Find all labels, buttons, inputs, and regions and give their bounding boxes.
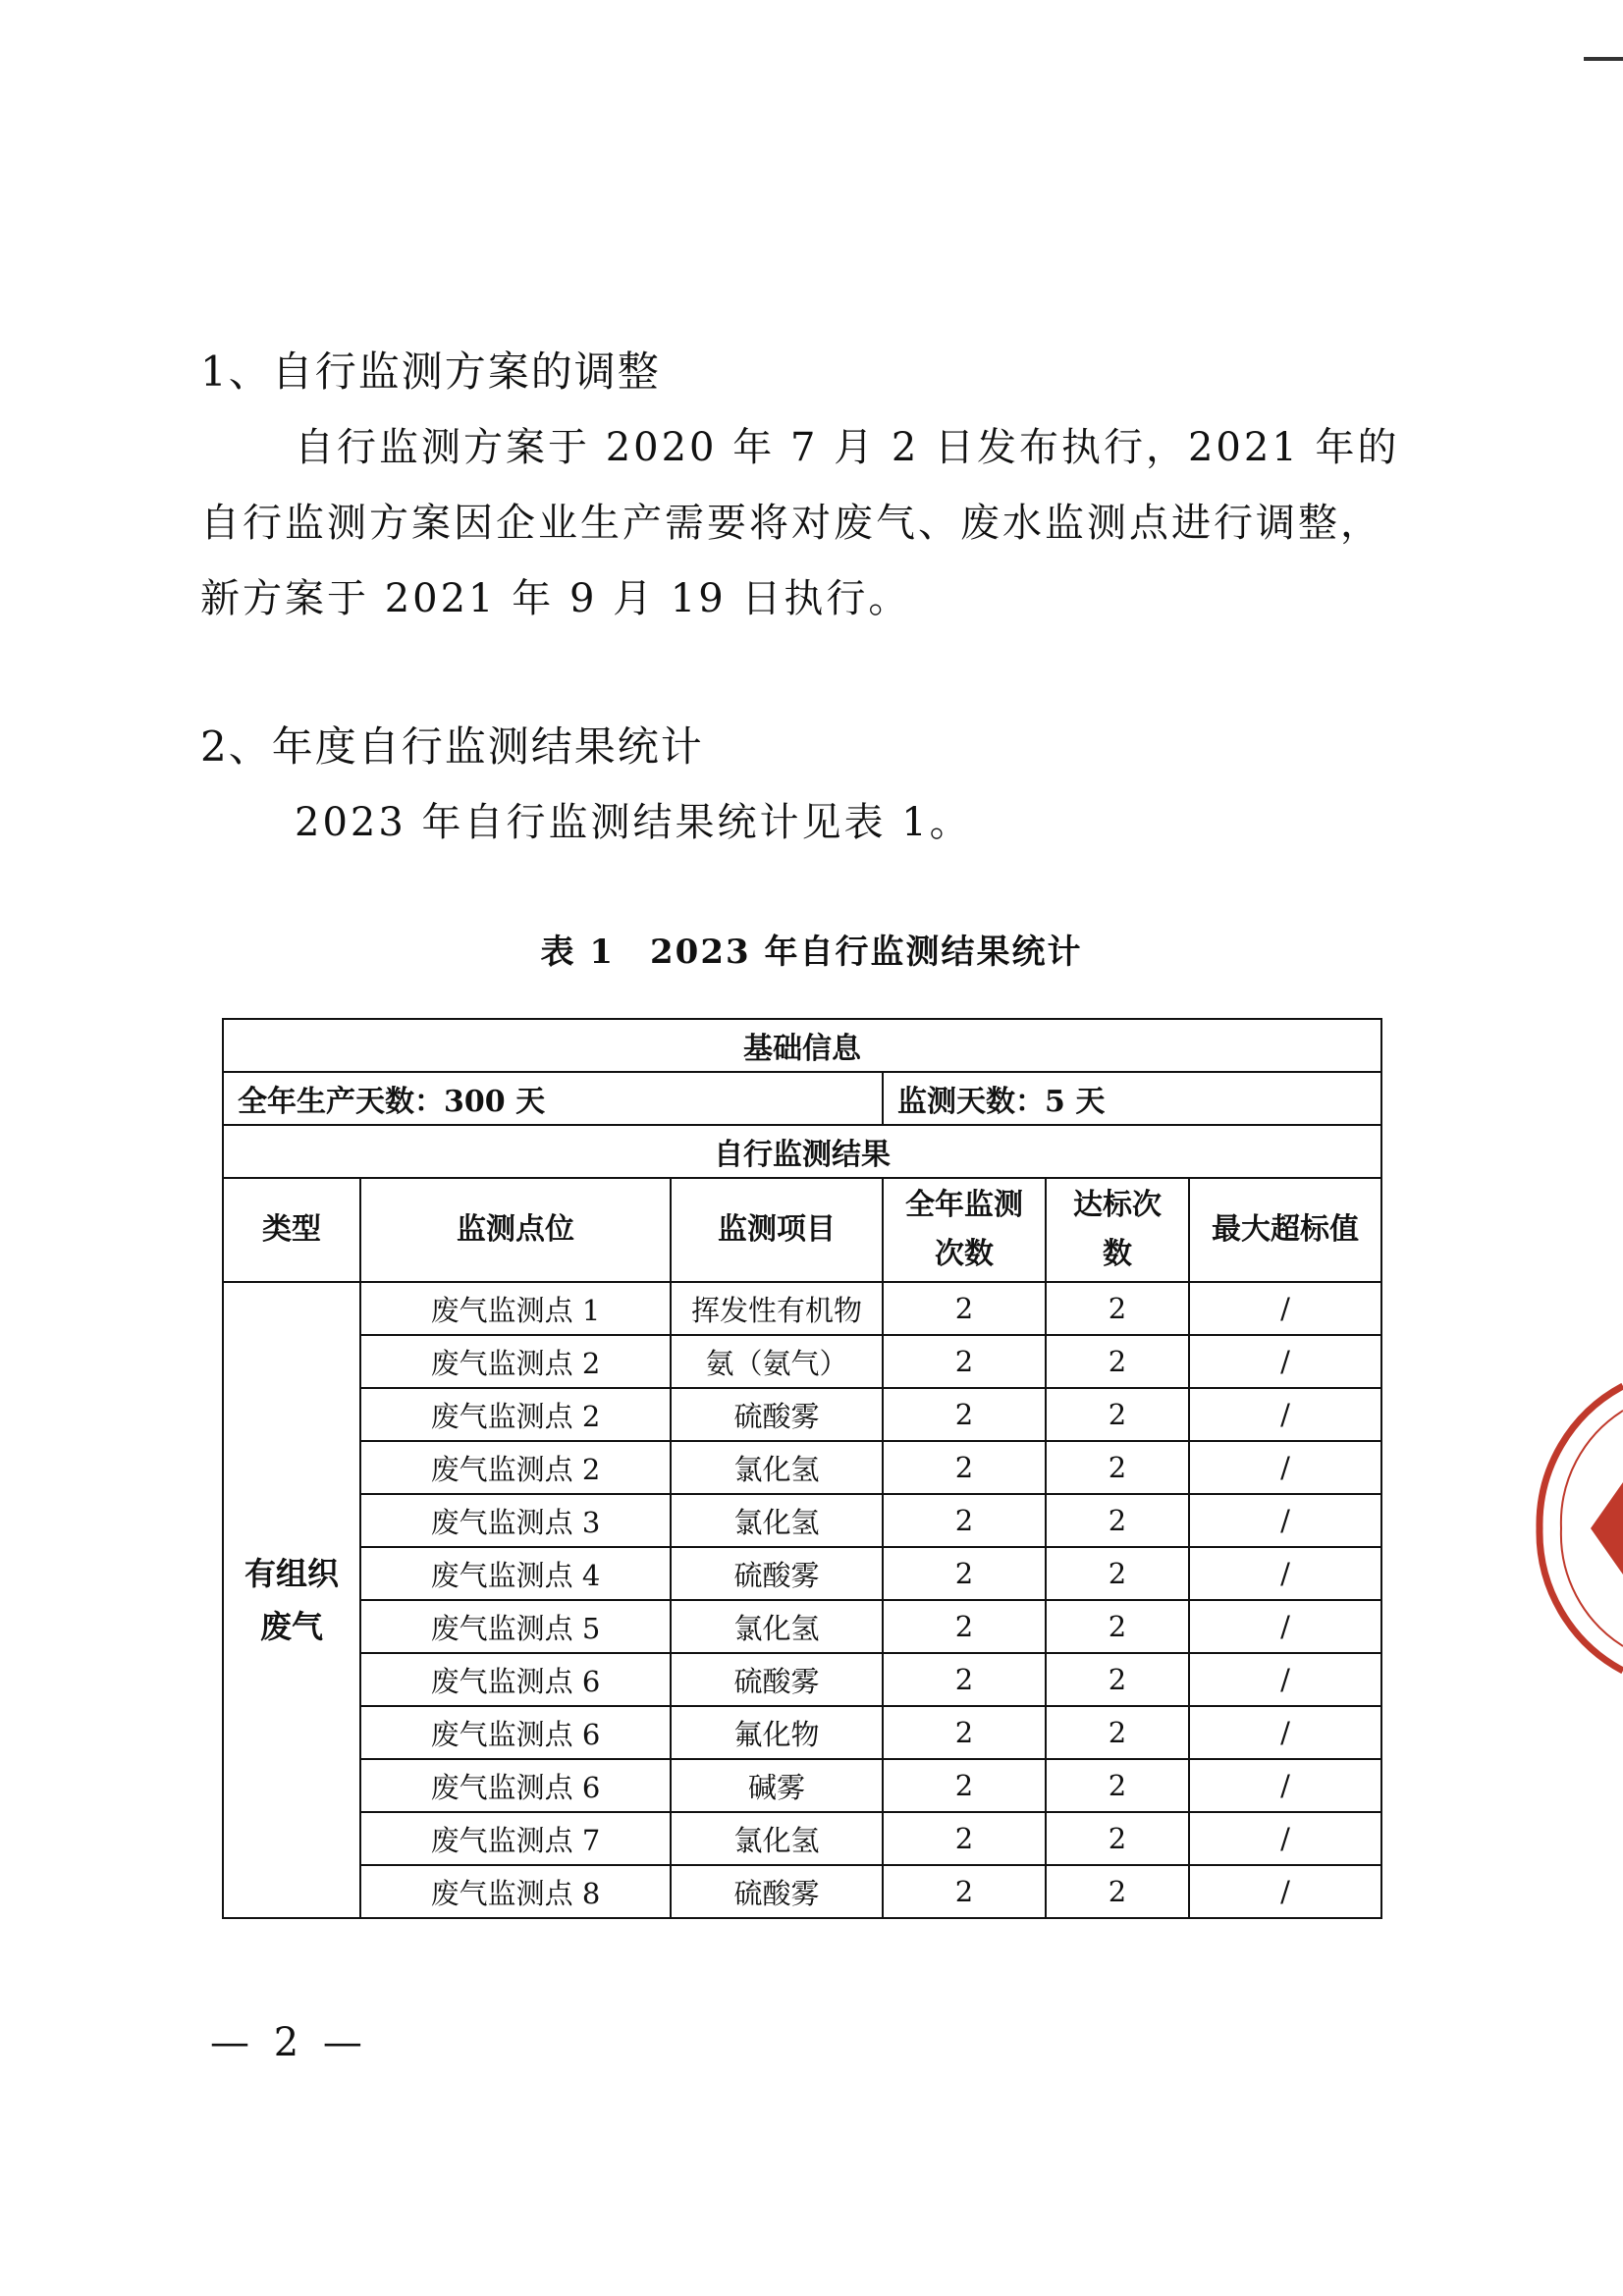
max-exceed-cell: / — [1189, 1282, 1381, 1335]
annual-count-cell: 2 — [883, 1335, 1046, 1388]
item-cell: 硫酸雾 — [671, 1865, 883, 1918]
table-row — [223, 1759, 1381, 1812]
annual-count-cell: 2 — [883, 1706, 1046, 1759]
section2-heading: 2、年度自行监测结果统计 — [200, 722, 704, 771]
results-title: 自行监测结果 — [223, 1125, 1381, 1178]
section1-heading: 1、自行监测方案的调整 — [200, 347, 661, 396]
compliant-count-cell: 2 — [1046, 1388, 1189, 1441]
max-exceed-cell: / — [1189, 1335, 1381, 1388]
annual-count-cell: 2 — [883, 1282, 1046, 1335]
max-exceed-cell: / — [1189, 1812, 1381, 1865]
point-cell: 废气监测点 7 — [360, 1812, 671, 1865]
section2-paragraph: 2023 年自行监测结果统计见表 1。 — [295, 800, 972, 845]
item-cell: 氯化氢 — [671, 1812, 883, 1865]
max-exceed-cell: / — [1189, 1653, 1381, 1706]
table-row — [223, 1441, 1381, 1494]
point-cell: 废气监测点 6 — [360, 1653, 671, 1706]
max-exceed-cell: / — [1189, 1706, 1381, 1759]
annual-count-cell: 2 — [883, 1494, 1046, 1547]
header-annual-count: 全年监测次数 — [883, 1178, 1046, 1282]
table-row — [223, 1706, 1381, 1759]
compliant-count-cell: 2 — [1046, 1653, 1189, 1706]
table-row — [223, 1494, 1381, 1547]
max-exceed-cell: / — [1189, 1759, 1381, 1812]
item-cell: 挥发性有机物 — [671, 1282, 883, 1335]
header-type: 类型 — [223, 1178, 360, 1282]
annual-count-cell: 2 — [883, 1600, 1046, 1653]
table-row — [223, 1335, 1381, 1388]
item-cell: 氟化物 — [671, 1706, 883, 1759]
annual-count-cell: 2 — [883, 1812, 1046, 1865]
table-row — [223, 1282, 1381, 1335]
annual-count-cell: 2 — [883, 1441, 1046, 1494]
point-cell: 废气监测点 6 — [360, 1759, 671, 1812]
table-row — [223, 1547, 1381, 1600]
item-cell: 氯化氢 — [671, 1441, 883, 1494]
point-cell: 废气监测点 3 — [360, 1494, 671, 1547]
annual-count-cell: 2 — [883, 1547, 1046, 1600]
monitoring-results-table — [222, 1018, 1382, 1919]
compliant-count-cell: 2 — [1046, 1600, 1189, 1653]
max-exceed-cell: / — [1189, 1865, 1381, 1918]
max-exceed-cell: / — [1189, 1600, 1381, 1653]
item-cell: 氯化氢 — [671, 1494, 883, 1547]
header-max-exceed: 最大超标值 — [1189, 1178, 1381, 1282]
max-exceed-cell: / — [1189, 1388, 1381, 1441]
header-point: 监测点位 — [360, 1178, 671, 1282]
section1-paragraph: 自行监测方案于 2020 年 7 月 2 日发布执行，2021 年的自行监测方案因企业生产需要将对废气、废水监测点进行调整，新方案于 2021 年 9 月 19 日执行。 — [200, 425, 1400, 621]
compliant-count-cell: 2 — [1046, 1282, 1189, 1335]
point-cell: 废气监测点 2 — [360, 1441, 671, 1494]
point-cell: 废气监测点 2 — [360, 1335, 671, 1388]
table-row — [223, 1865, 1381, 1918]
header-compliant-count: 达标次数 — [1046, 1178, 1189, 1282]
official-seal-fragment — [1530, 1366, 1623, 1690]
item-cell: 硫酸雾 — [671, 1653, 883, 1706]
point-cell: 废气监测点 8 — [360, 1865, 671, 1918]
table-row — [223, 1388, 1381, 1441]
point-cell: 废气监测点 2 — [360, 1388, 671, 1441]
table-row — [223, 1812, 1381, 1865]
table-row — [223, 1600, 1381, 1653]
annual-count-cell: 2 — [883, 1865, 1046, 1918]
point-cell: 废气监测点 5 — [360, 1600, 671, 1653]
annual-count-cell: 2 — [883, 1653, 1046, 1706]
item-cell: 硫酸雾 — [671, 1388, 883, 1441]
edge-mark — [1584, 57, 1623, 61]
compliant-count-cell: 2 — [1046, 1706, 1189, 1759]
max-exceed-cell: / — [1189, 1494, 1381, 1547]
production-days: 全年生产天数：300 天 — [223, 1072, 883, 1125]
compliant-count-cell: 2 — [1046, 1547, 1189, 1600]
compliant-count-cell: 2 — [1046, 1759, 1189, 1812]
annual-count-cell: 2 — [883, 1759, 1046, 1812]
max-exceed-cell: / — [1189, 1547, 1381, 1600]
item-cell: 氯化氢 — [671, 1600, 883, 1653]
item-cell: 氨（氨气） — [671, 1335, 883, 1388]
max-exceed-cell: / — [1189, 1441, 1381, 1494]
point-cell: 废气监测点 6 — [360, 1706, 671, 1759]
type-cell: 有组织废气 — [223, 1282, 360, 1918]
compliant-count-cell: 2 — [1046, 1441, 1189, 1494]
compliant-count-cell: 2 — [1046, 1812, 1189, 1865]
monitoring-days: 监测天数：5 天 — [883, 1072, 1381, 1125]
point-cell: 废气监测点 4 — [360, 1547, 671, 1600]
compliant-count-cell: 2 — [1046, 1494, 1189, 1547]
item-cell: 硫酸雾 — [671, 1547, 883, 1600]
compliant-count-cell: 2 — [1046, 1335, 1189, 1388]
table-row — [223, 1653, 1381, 1706]
point-cell: 废气监测点 1 — [360, 1282, 671, 1335]
header-item: 监测项目 — [671, 1178, 883, 1282]
compliant-count-cell: 2 — [1046, 1865, 1189, 1918]
page-number: — 2 — — [210, 2020, 368, 2065]
item-cell: 碱雾 — [671, 1759, 883, 1812]
annual-count-cell: 2 — [883, 1388, 1046, 1441]
basic-info-title: 基础信息 — [223, 1019, 1381, 1072]
table-caption: 表 1 2023 年自行监测结果统计 — [540, 933, 1083, 972]
